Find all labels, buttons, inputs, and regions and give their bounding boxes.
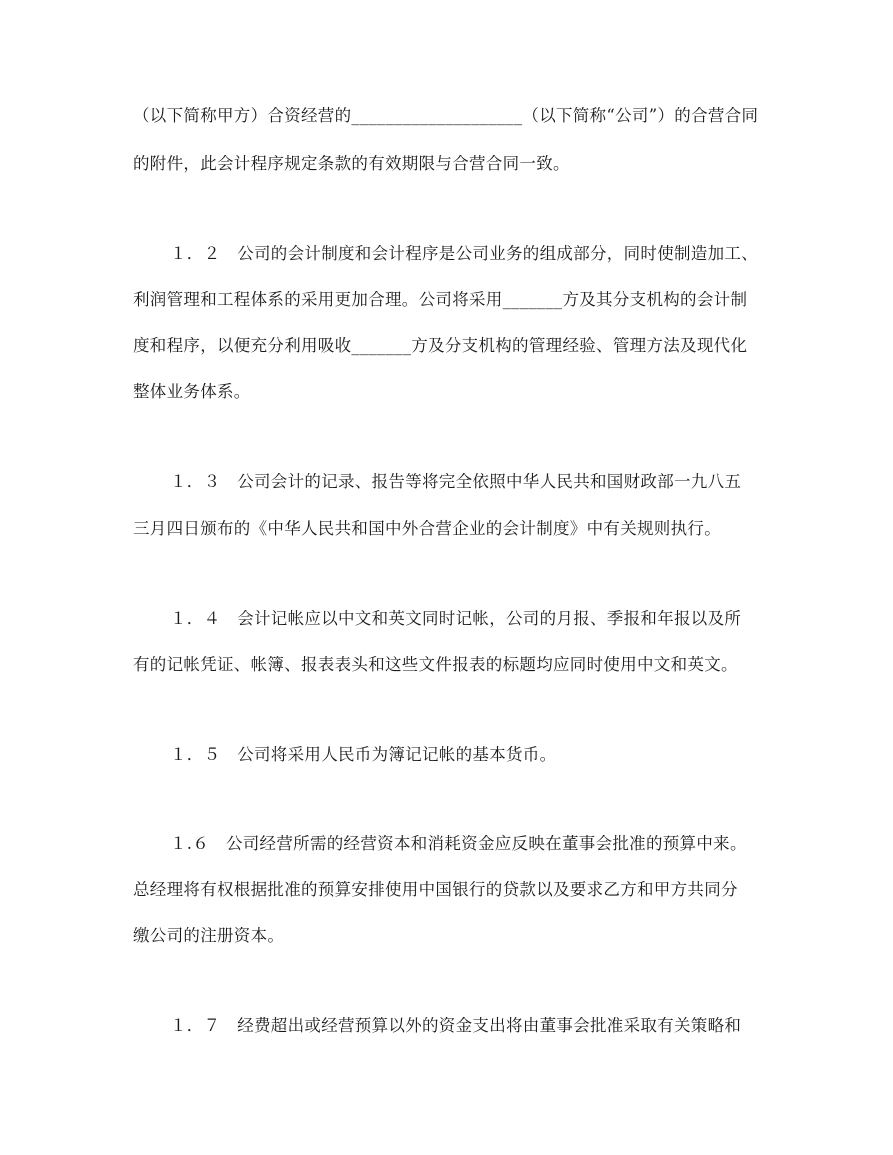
paragraph-line: （以下简称甲方）合资经营的____________________（以下简称“公司”）的合营合同 [133, 106, 759, 125]
clause-1-3: １．３ 公司会计的记录、报告等将完全依照中华人民共和国财政部一九八五 [170, 472, 742, 491]
paragraph-line: 利润管理和工程体系的采用更加合理。公司将采用_______方及其分支机构的会计制 [133, 290, 748, 309]
paragraph-line: 缴公司的注册资本。 [133, 926, 285, 945]
paragraph-line: 整体业务体系。 [133, 382, 251, 401]
clause-1-4: １．４ 会计记帐应以中文和英文同时记帐，公司的月报、季报和年报以及所 [170, 609, 742, 628]
paragraph-line: 度和程序，以便充分利用吸收_______方及分支机构的管理经验、管理方法及现代化 [133, 336, 748, 355]
paragraph-line: 的附件，此会计程序规定条款的有效期限与合营合同一致。 [133, 154, 570, 173]
paragraph-line: 三月四日颁布的《中华人民共和国中外合营企业的会计制度》中有关规则执行。 [133, 519, 721, 538]
clause-1-2: １．２ 公司的会计制度和会计程序是公司业务的组成部分，同时使制造加工、 [170, 244, 758, 263]
clause-1-7: １．７ 经费超出或经营预算以外的资金支出将由董事会批准采取有关策略和 [170, 1016, 742, 1035]
paragraph-line: 有的记帐凭证、帐簿、报表表头和这些文件报表的标题均应同时使用中文和英文。 [133, 655, 738, 674]
paragraph-line: 总经理将有权根据批准的预算安排使用中国银行的贷款以及要求乙方和甲方共同分 [133, 880, 738, 899]
clause-1-5: １．５ 公司将采用人民币为簿记记帐的基本货币。 [170, 745, 557, 764]
clause-1-6: １.６ 公司经营所需的经营资本和消耗资金应反映在董事会批准的预算中来。 [170, 834, 747, 853]
